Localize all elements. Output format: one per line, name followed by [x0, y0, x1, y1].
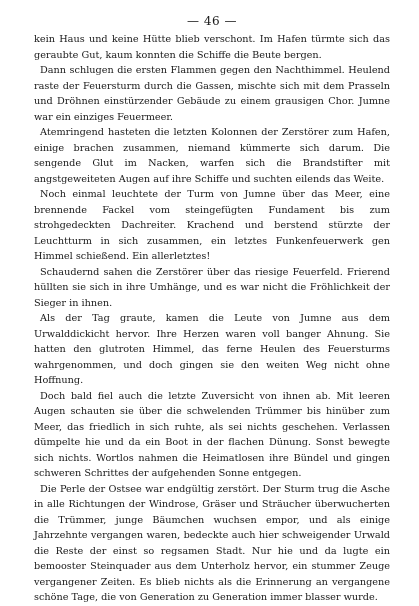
paragraph: kein Haus und keine Hütte blieb verschont. Im Hafen türmte sich das geraubte Gut, kaum konnten die Schiffe die Beute bergen. [34, 34, 390, 61]
paragraph: Atemringend hasteten die letzten Kolonnen der Zerstörer zum Hafen, einige brachen zusammen, niemand kümmerte sich darum. Die sengende Glut im Nacken, warfen sich die Brandstifter mit angstgeweiteten Augen auf ihre Schiffe und suchten eilends das Weite. [34, 127, 390, 185]
paragraph: Schaudernd sahen die Zerstörer über das riesige Feuerfeld. Frierend hüllten sie sich in ihre Umhänge, und es war nicht die Fröhlichkeit der Sieger in ihnen. [34, 266, 390, 309]
paragraph: Noch einmal leuchtete der Turm von Jumne über das Meer, eine brennende Fackel vom steingefügten Fundament bis zum strohgedeckten Dachreiter. Krachend und berstend stürzte der Leuchtturm in sich zusammen, ein letztes Funkenfeuerwerk gen Himmel schießend. Ein allerletztes! [34, 189, 390, 262]
paragraph: Dann schlugen die ersten Flammen gegen den Nachthimmel. Heulend raste der Feuersturm durch die Gassen, mischte sich mit dem Prasseln und Dröhnen einstürzender Gebäude zu einem grausigen Chor. Jumne war ein einziges Feuermeer. [34, 65, 390, 123]
book-page [34, 14, 390, 603]
paragraph: Doch bald fiel auch die letzte Zuversicht von ihnen ab. Mit leeren Augen schauten sie über die schwelenden Trümmer bis hinüber zum Meer, das friedlich in sich ruhte, als sei nichts geschehen. Verlassen dümpelte hie und da ein Boot in der flachen Dünung. Sonst bewegte sich nichts. Wortlos nahmen die Heimatlosen ihre Bündel und gingen schweren Schrittes der aufgehenden Sonne entgegen. [34, 390, 390, 479]
paragraph: Die Perle der Ostsee war endgültig zerstört. Der Sturm trug die Asche in alle Richtungen der Windrose, Gräser und Sträucher überwucherten die Trümmer, junge Bäumchen wuchsen empor, und als einige Jahrzehnte vergangen waren, bedeckte auch hier schweigender Urwald die Reste der einst so regsamen Stadt. Nur hie und da lugte ein bemooster Steinquader aus dem Unterholz hervor, ein stummer Zeuge vergangener Zeiten. Es blieb nichts als die Erinnerung an vergangene schöne Tage, die von Generation zu Generation immer blasser wurde. [34, 483, 390, 603]
body-text [34, 32, 390, 606]
paragraph: Als der Tag graute, kamen die Leute von Jumne aus dem Urwalddickicht hervor. Ihre Herzen waren voll banger Ahnung. Sie hatten den glutroten Himmel, das ferne Heulen des Feuersturms wahrgenommen, und doch gingen sie den weiten Weg nicht ohne Hoffnung. [34, 313, 390, 386]
page-number: — 46 — [187, 14, 237, 28]
